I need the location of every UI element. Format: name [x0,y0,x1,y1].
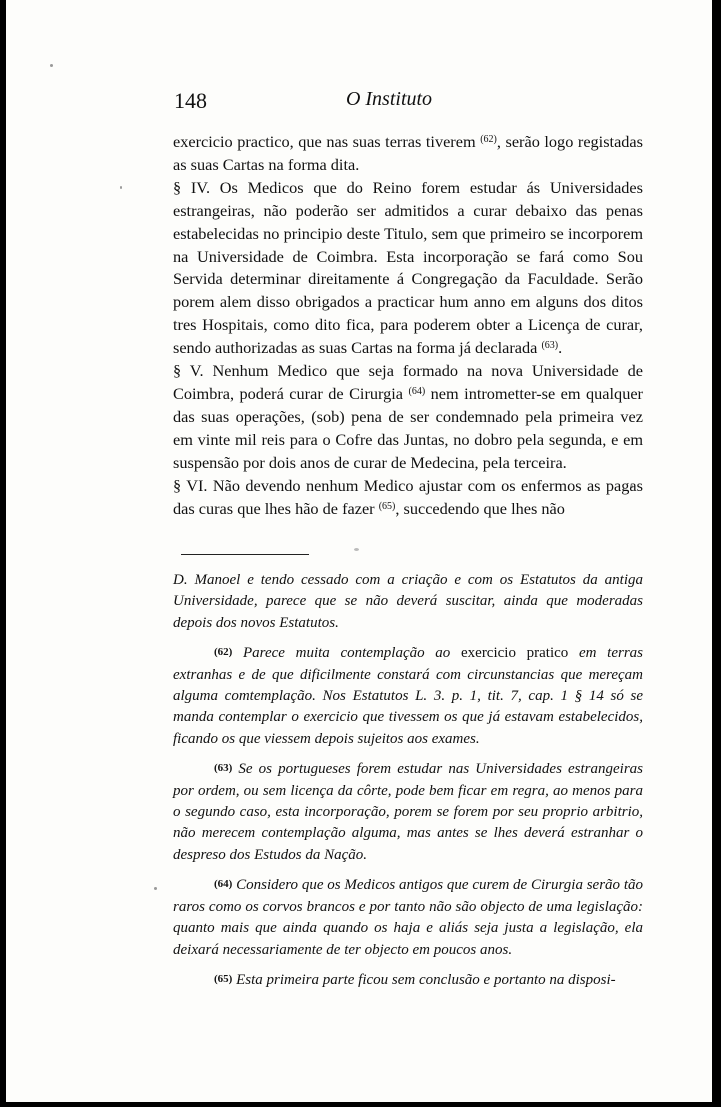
footnote-continuation: D. Manoel e tendo cessado com a criação e com os Estatutos da antiga Universidade, parece que se não deverá suscitar, ainda que moderadas depois dos novos Estatutos. [173,572,643,631]
main-text [173,131,643,520]
paragraph-section-vi [173,475,643,521]
paper-speck [354,548,359,551]
paragraph-text: § V. Nenhum Medico que seja formado na nova Universidade de Coimbra, poderá curar de Cirurgia [173,361,643,403]
footnote-label: (64) [214,878,233,891]
paragraph-text: § VI. Não devendo nenhum Medico ajustar com os enfermos as pagas das curas que lhes hão de fazer [173,475,643,518]
footnote-64 [173,874,643,961]
footnote-rule [181,554,309,555]
footnote-text: em terras extranhas e de que dificilmente constará com circunstancias que mereçam alguma comtemplação. Nos Estatutos L. 3. p. 1, tit. 7, cap. 1 § 14 só se manda contemplar o exercicio que tivessem os que já estavam estabelecidos, ficando os que viessem depois sujeitos aos exames. [173,645,643,747]
footnote-ref: (63) [541,340,559,352]
paragraph-section-iv [173,177,643,360]
footnote-label: (63) [214,762,233,775]
paragraph-text: , succedendo que lhes não [395,498,565,518]
paper-speck [50,64,53,67]
paragraph [173,131,643,177]
footnote-62 [173,642,643,750]
paragraph-text: § IV. Os Medicos que do Reino forem estudar ás Universidades estrangeiras, não poderão ser admitidos a curar debaixo das penas estabelecidas no principio deste Titulo, sem que primeiro se incorporem na Universidade de Coimbra. Esta incorporação se fará como Sou Servida determinar direitamente á Congregação da Faculdade. Serão porem alem disso obrigados a practicar hum anno em alguns dos ditos tres Hospitais, como dito fica, para poderem obter a Licença de curar, sendo authorizadas as suas Cartas na forma já declarada [173,177,643,358]
footnote-ref: (62) [480,134,497,145]
paragraph-text: exercicio practico, que nas suas terras tiverem [173,132,481,151]
footnote-text: Parece muita contemplação ao [232,645,461,662]
paragraph-text: , serão logo registadas as suas Cartas na forma dita. [173,132,643,174]
footnote-label: (65) [214,972,233,985]
footnote-text: Se os portugueses forem estudar nas Universidades estrangeiras por ordem, ou sem licença da côrte, pode bem ficar em regra, ao menos para o segundo caso, esta incorporação, porem se forem por seu proprio arbitrio, não merecem contemplação alguma, mas antes se lhes deverá estranhar o despreso dos Estudos da Nação. [173,761,643,863]
paragraph-text: . [558,338,563,358]
footnote-text: Considero que os Medicos antigos que curem de Cirurgia serão tão raros como os corvos brancos e por tanto não são objecto de uma legislação: quanto mais que ainda quando os haja e aliás seja justa a legislação, ela deixará necessariamente de ter objecto em poucos anos. [173,877,643,958]
footnote-ref: (65) [378,500,396,512]
footnote-text-roman: exercicio pratico [461,645,569,662]
footnote-ref: (64) [408,385,426,397]
running-title: O Instituto [345,88,433,110]
paper-speck [154,887,157,890]
footnote-label: (62) [214,646,233,659]
footnote-text: Esta primeira parte ficou sem conclusão e portanto na disposi- [232,971,616,988]
paper-speck [120,186,122,189]
paragraph-section-v [173,360,643,475]
book-page [6,0,712,1102]
page-header [6,88,712,118]
paragraph-text: nem intrometter-se em qualquer das suas operações, (sob) pena de ser condemnado pela primeira vez em vinte mil reis para o Cofre das Juntas, no dobro pela segunda, e em suspensão por dois anos de curar de Medecina, pela terceira. [173,383,643,472]
footnotes [173,570,643,999]
footnote-65 [173,969,643,991]
page-number: 148 [174,88,207,113]
footnote-63 [173,758,643,866]
